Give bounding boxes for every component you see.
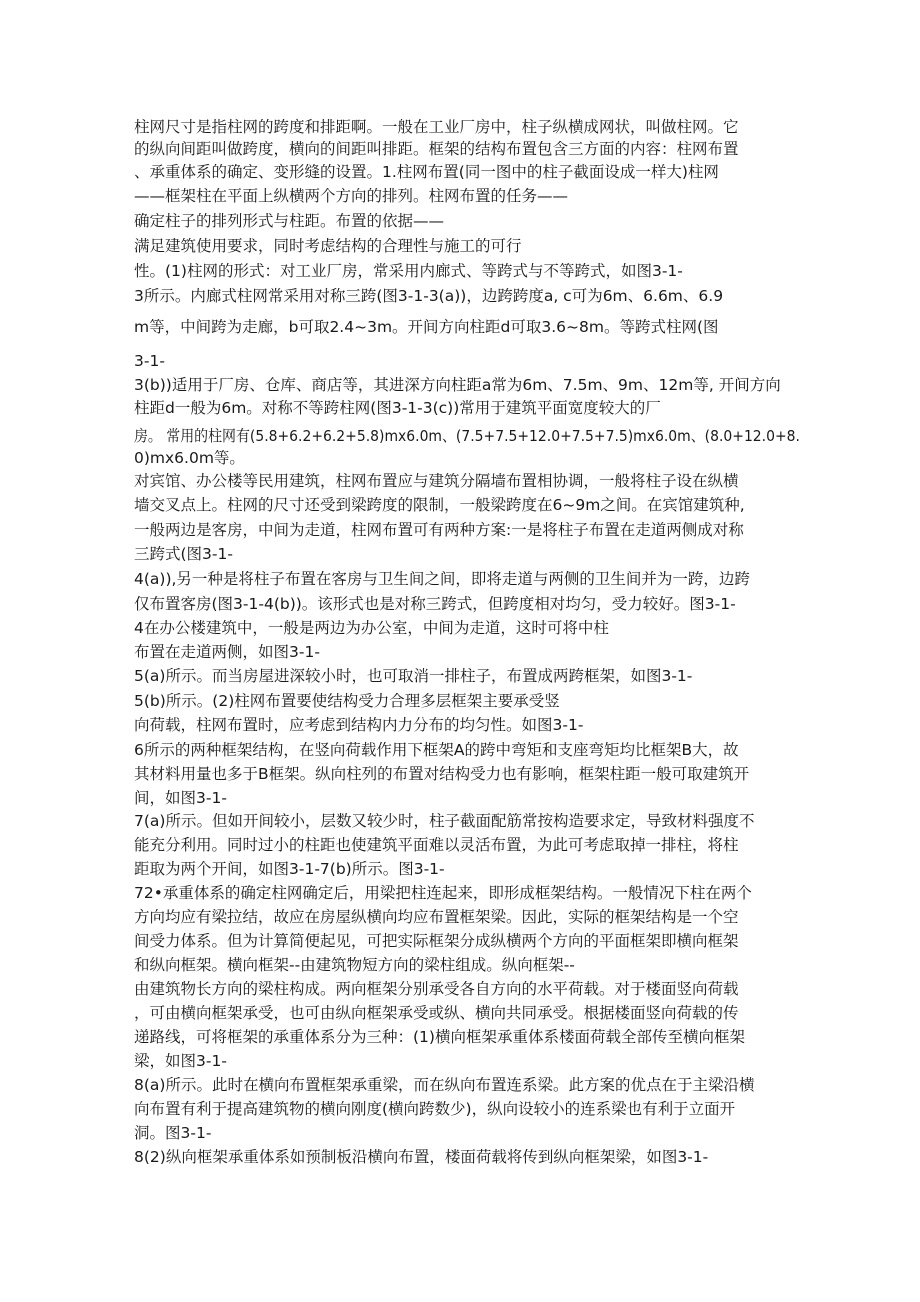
text-line: 能充分利用。同时过小的柱距也使建筑平面难以灵活布置，为此可考虑取掉一排柱，将柱 <box>134 836 739 854</box>
text-line: 4(a)),另一种是将柱子布置在客房与卫生间之间，即将走道与两侧的卫生间并为一跨，边跨 <box>134 570 750 588</box>
text-line: 72•承重体系的确定柱网确定后，用梁把柱连起来，即形成框架结构。一般情况下柱在两个 <box>134 884 752 902</box>
text-line: 三跨式(图3-1- <box>134 545 233 563</box>
text-line: 4在办公楼建筑中，一般是两边为办公室，中间为走道，这时可将中柱 <box>134 619 609 637</box>
text-line: 递路线，可将框架的承重体系分为三种：(1)横向框架承重体系楼面荷载全部传至横向框架 <box>134 1028 745 1046</box>
text-line: 8(a)所示。此时在横向布置框架承重梁，而在纵向布置连系梁。此方案的优点在于主梁沿横 <box>134 1076 755 1094</box>
text-line: 柱网尺寸是指柱网的跨度和排距啊。一般在工业厂房中，柱子纵横成网状，叫做柱网。它 <box>134 118 739 136</box>
text-line: 一般两边是客房，中间为走道，柱网布置可有两种方案:一是将柱子布置在走道两侧成对称 <box>134 521 744 539</box>
text-line: 的纵向间距叫做跨度，横向的间距叫排距。框架的结构布置包含三方面的内容：柱网布置 <box>134 140 739 158</box>
text-line: 由建筑物长方向的梁柱构成。两向框架分别承受各自方向的水平荷载。对于楼面竖向荷载 <box>134 980 739 998</box>
text-line: 间，如图3-1- <box>134 789 227 807</box>
text-line: 6所示的两种框架结构，在竖向荷载作用下框架A的跨中弯矩和支座弯矩均比框架B大，故 <box>134 741 739 759</box>
text-line: 方向均应有梁拉结，故应在房屋纵横向均应布置框架梁。因此，实际的框架结构是一个空 <box>134 908 739 926</box>
text-line: 3所示。内廊式柱网常采用对称三跨(图3-1-3(a))，边跨跨度a, c可为6m、6.6m、6.9 <box>134 287 724 305</box>
text-line: 0)mx6.0m等。 <box>134 449 245 467</box>
text-line: 5(a)所示。而当房屋进深较小时，也可取消一排柱子，布置成两跨框架，如图3-1- <box>134 667 693 685</box>
text-line: 3(b))适用于厂房、仓库、商店等，其进深方向柱距a常为6m、7.5m、9m、12m等, 开间方向 <box>134 376 781 394</box>
text-line: 布置在走道两侧，如图3-1- <box>134 643 320 661</box>
text-line: 7(a)所示。但如开间较小，层数又较少时，柱子截面配筋常按构造要求定，导致材料强度不 <box>134 812 755 830</box>
text-line: 间受力体系。但为计算简便起见，可把实际框架分成纵横两个方向的平面框架即横向框架 <box>134 932 739 950</box>
text-line: 距取为两个开间，如图3-1-7(b)所示。图3-1- <box>134 860 445 878</box>
text-line: 3-1- <box>134 352 165 370</box>
text-line: 对宾馆、办公楼等民用建筑，柱网布置应与建筑分隔墙布置相协调，一般将柱子设在纵横 <box>134 472 739 490</box>
text-line: 向荷载，柱网布置时，应考虑到结构内力分布的均匀性。如图3-1- <box>134 716 584 734</box>
text-line: 、承重体系的确定、变形缝的设置。1.柱网布置(同一图中的柱子截面设成一样大)柱网 <box>134 163 719 181</box>
text-line: 梁，如图3-1- <box>134 1052 227 1070</box>
text-line: 墙交叉点上。柱网的尺寸还受到梁跨度的限制，一般梁跨度在6~9m之间。在宾馆建筑种, <box>134 496 745 514</box>
text-line: 仅布置客房(图3-1-4(b))。该形式也是对称三跨式，但跨度相对均匀，受力较好。图3-1- <box>134 595 736 613</box>
text-line: 洞。图3-1- <box>134 1124 212 1142</box>
text-line: 满足建筑使用要求，同时考虑结构的合理性与施工的可行 <box>134 237 522 255</box>
text-line: 和纵向框架。横向框架--由建筑物短方向的梁柱组成。纵向框架-- <box>134 956 575 974</box>
text-line: ，可由横向框架承受，也可由纵向框架承受或纵、横向共同承受。根据楼面竖向荷载的传 <box>134 1004 739 1022</box>
text-line: 性。(1)柱网的形式：对工业厂房，常采用内廊式、等跨式与不等跨式，如图3-1- <box>134 262 683 280</box>
text-line: 房。 常用的柱网有(5.8+6.2+6.2+5.8)mx6.0m、(7.5+7.5+12.0+7.5+7.5)mx6.0m、(8.0+12.0+8. <box>134 427 800 445</box>
text-line: 柱距d一般为6m。对称不等跨柱网(图3-1-3(c))常用于建筑平面宽度较大的厂 <box>134 399 661 417</box>
text-line: 确定柱子的排列形式与柱距。布置的依据—— <box>134 212 445 230</box>
text-line: m等，中间跨为走廊，b可取2.4~3m。开间方向柱距d可取3.6~8m。等跨式柱网(图 <box>134 318 719 336</box>
text-line: ——框架柱在平面上纵横两个方向的排列。柱网布置的任务—— <box>134 187 569 205</box>
text-line: 8(2)纵向框架承重体系如预制板沿横向布置，楼面荷载将传到纵向框架梁，如图3-1- <box>134 1148 709 1166</box>
text-line: 向布置有利于提高建筑物的横向刚度(横向跨数少)，纵向设较小的连系梁也有利于立面开 <box>134 1100 736 1118</box>
text-line: 5(b)所示。(2)柱网布置要使结构受力合理多层框架主要承受竖 <box>134 692 560 710</box>
text-line: 其材料用量也多于B框架。纵向柱列的布置对结构受力也有影响，框架柱距一般可取建筑开 <box>134 765 750 783</box>
